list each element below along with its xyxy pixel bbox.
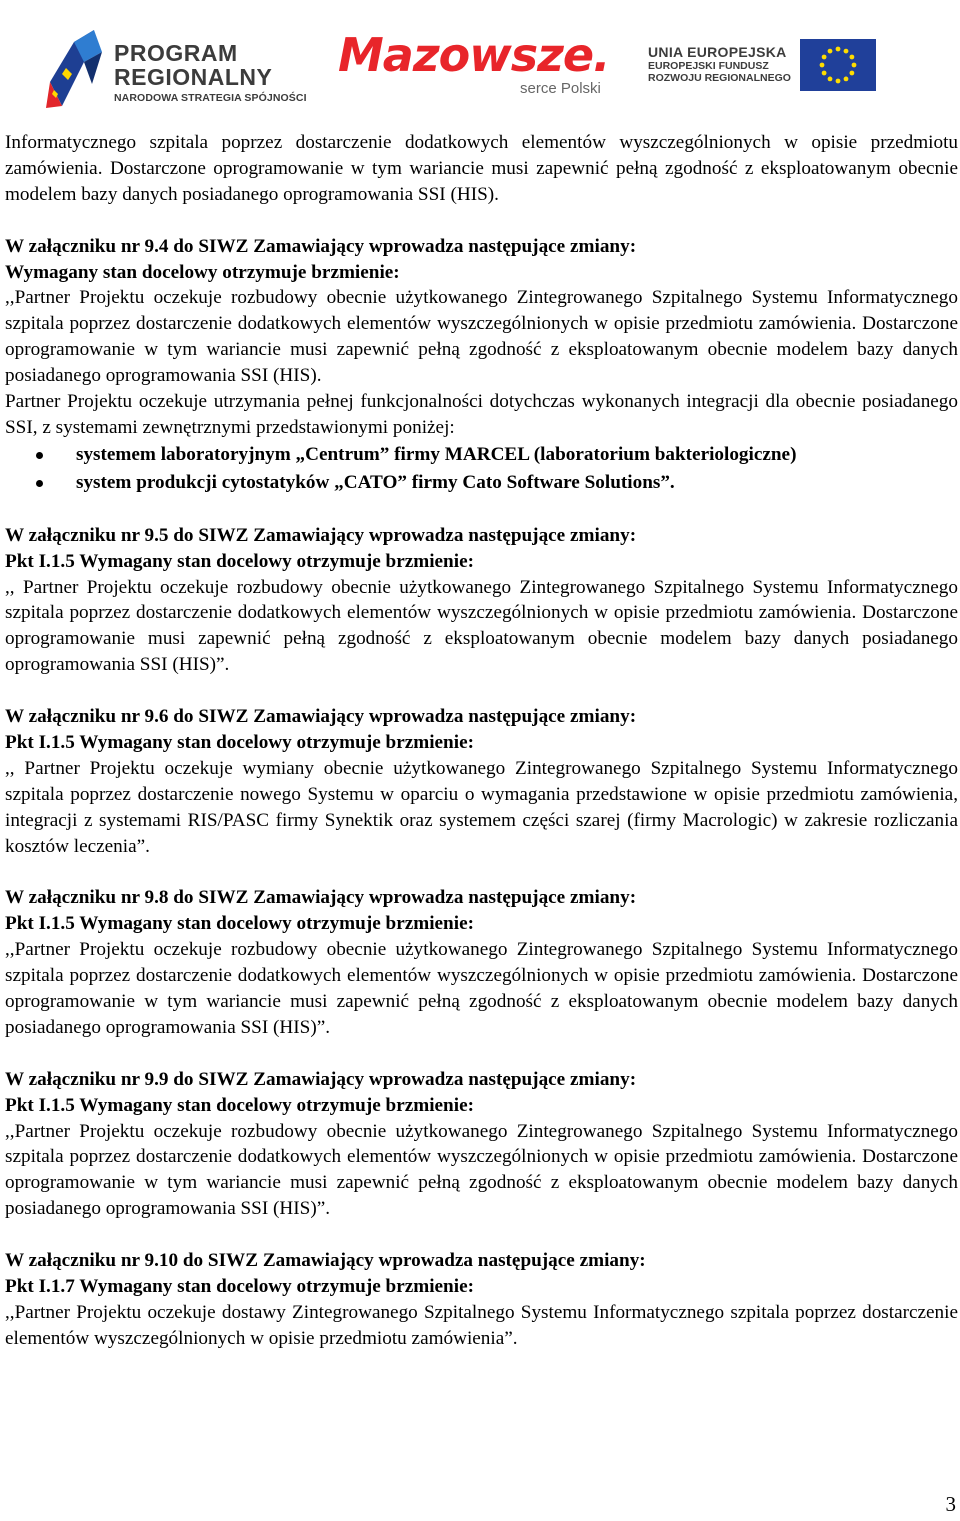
spacer xyxy=(5,860,958,886)
section-9-9-paragraph: ,,Partner Projektu oczekuje rozbudowy obecnie użytkowanego Zintegrowanego Szpitalnego Systemu Informatycznego szpitala poprzez dostarczenie dodatkowych elementów wyszczególnionych w opisie przedmiotu zamówienia. Dostarczone oprogramowanie w tym wariancie musi zapewnić pełną zgodność z eksploatowanym obecnie modelem bazy danych posiadanego oprogramowania SSI (HIS)”. xyxy=(5,1120,958,1220)
program-regionalny-logo xyxy=(44,22,307,112)
spacer xyxy=(5,1041,958,1067)
section-9-8-paragraph: ,,Partner Projektu oczekuje rozbudowy obecnie użytkowanego Zintegrowanego Szpitalnego Systemu Informatycznego szpitala poprzez dostarczenie dodatkowych elementów wyszczególnionych w opisie przedmiotu zamówienia. Dostarczone oprogramowanie w tym wariancie musi zapewnić pełną zgodność z eksploatowanym obecnie modelem bazy danych posiadanego oprogramowania SSI (HIS)”. xyxy=(5,939,958,1038)
program-logo-line2: REGIONALNY xyxy=(114,64,273,90)
section-9-9-heading: W załączniku nr 9.9 do SIWZ Zamawiający wprowadza następujące zmiany: xyxy=(5,1068,637,1090)
section-9-6-heading: W załączniku nr 9.6 do SIWZ Zamawiający wprowadza następujące zmiany: xyxy=(5,706,637,728)
section-9-5-subheading: Pkt I.1.5 Wymagany stan docelowy otrzymuje brzmienie: xyxy=(5,550,474,572)
eu-logo-line1: UNIA EUROPEJSKA xyxy=(648,44,787,60)
section-9-6-subheading: Pkt I.1.5 Wymagany stan docelowy otrzymuje brzmienie: xyxy=(5,731,474,753)
eu-logo-line3: ROZWOJU REGIONALNEGO xyxy=(648,72,791,84)
eu-flag-icon xyxy=(800,39,876,91)
mazowsze-logo xyxy=(334,22,616,112)
spacer xyxy=(5,497,958,523)
eu-fund-logo xyxy=(648,22,878,112)
section-9-4-paragraph-1: ,,Partner Projektu oczekuje rozbudowy obecnie użytkowanego Zintegrowanego Szpitalnego Systemu Informatycznego szpitala poprzez dostarczenie dodatkowych elementów wyszczególnionych w opisie przedmiotu zamówienia. Dostarczone oprogramowanie w tym wariancie musi zapewnić pełną zgodność z eksploatowanym obecnie modelem bazy danych posiadanego oprogramowania SSI (HIS). xyxy=(5,287,958,387)
section-9-8-heading: W załączniku nr 9.8 do SIWZ Zamawiający wprowadza następujące zmiany: xyxy=(5,887,637,909)
spacer xyxy=(5,1222,958,1248)
page-number: 3 xyxy=(945,1492,956,1516)
mazowsze-logo-tagline: serce Polski xyxy=(520,80,601,97)
spacer xyxy=(5,678,958,704)
section-9-5-heading: W załączniku nr 9.5 do SIWZ Zamawiający wprowadza następujące zmiany: xyxy=(5,524,637,546)
section-9-9-subheading: Pkt I.1.5 Wymagany stan docelowy otrzymuje brzmienie: xyxy=(5,1094,474,1116)
mazowsze-logo-name: Mazowsze. xyxy=(338,28,610,82)
section-9-4-heading: W załączniku nr 9.4 do SIWZ Zamawiający wprowadza następujące zmiany: xyxy=(5,235,637,257)
list-item: systemem laboratoryjnym „Centrum” firmy MARCEL (laboratorium bakteriologiczne) xyxy=(5,441,958,469)
section-9-4-subheading: Wymagany stan docelowy otrzymuje brzmienie: xyxy=(5,261,400,283)
section-9-10-heading: W załączniku nr 9.10 do SIWZ Zamawiający wprowadza następujące zmiany: xyxy=(5,1250,646,1272)
section-9-4-paragraph-2: Partner Projektu oczekuje utrzymania pełnej funkcjonalności dotychczas wykonanych integracji dla obecnie posiadanego SSI, z systemami zewnętrznymi przedstawionymi poniżej: xyxy=(5,391,958,438)
list-item: system produkcji cytostatyków „CATO” firmy Cato Software Solutions”. xyxy=(5,469,958,497)
eu-logo-text xyxy=(648,44,791,84)
section-9-8-subheading: Pkt I.1.5 Wymagany stan docelowy otrzymuje brzmienie: xyxy=(5,913,474,935)
document-body xyxy=(5,130,958,1352)
section-9-6-paragraph: ,, Partner Projektu oczekuje wymiany obecnie użytkowanego Zintegrowanego Szpitalnego Systemu Informatycznego szpitala poprzez dostarczenie nowego Systemu w oparciu o wymagania przedstawione w opisie przedmiotu zamówienia, integracji z systemami RIS/PASC firmy Synektik oraz systemem części szarej (firmy Macrologic) w zakresie rozliczania kosztów leczenia”. xyxy=(5,757,958,857)
intro-paragraph: Informatycznego szpitala poprzez dostarczenie dodatkowych elementów wyszczególnionych w opisie przedmiotu zamówienia. Dostarczone oprogramowanie w tym wariancie musi zapewnić pełną zgodność z eksploatowanym obecnie modelem bazy danych posiadanego oprogramowania SSI (HIS). xyxy=(5,132,958,205)
section-9-10-paragraph: ,,Partner Projektu oczekuje dostawy Zintegrowanego Szpitalnego Systemu Informatycznego szpitala poprzez dostarczenie elementów wyszczególnionych w opisie przedmiotu zamówienia”. xyxy=(5,1301,958,1349)
program-logo-line1: PROGRAM xyxy=(114,40,238,66)
header-logos xyxy=(0,22,960,112)
program-logo-line3: NARODOWA STRATEGIA SPÓJNOŚCI xyxy=(114,92,307,104)
section-9-5-paragraph: ,, Partner Projektu oczekuje rozbudowy obecnie użytkowanego Zintegrowanego Szpitalnego Systemu Informatycznego szpitala poprzez dostarczenie dodatkowych elementów wyszczególnionych w opisie przedmiotu zamówienia. Dostarczone oprogramowanie musi zapewnić pełną zgodność z eksploatowanym obecnie modelem bazy danych posiadanego oprogramowania SSI (HIS)”. xyxy=(5,576,958,676)
section-9-10-subheading: Pkt I.1.7 Wymagany stan docelowy otrzymuje brzmienie: xyxy=(5,1275,474,1297)
eu-logo-line2: EUROPEJSKI FUNDUSZ xyxy=(648,60,769,72)
spacer xyxy=(5,208,958,234)
section-9-4-bullet-list xyxy=(5,441,958,497)
program-regionalny-emblem-icon xyxy=(44,22,108,110)
